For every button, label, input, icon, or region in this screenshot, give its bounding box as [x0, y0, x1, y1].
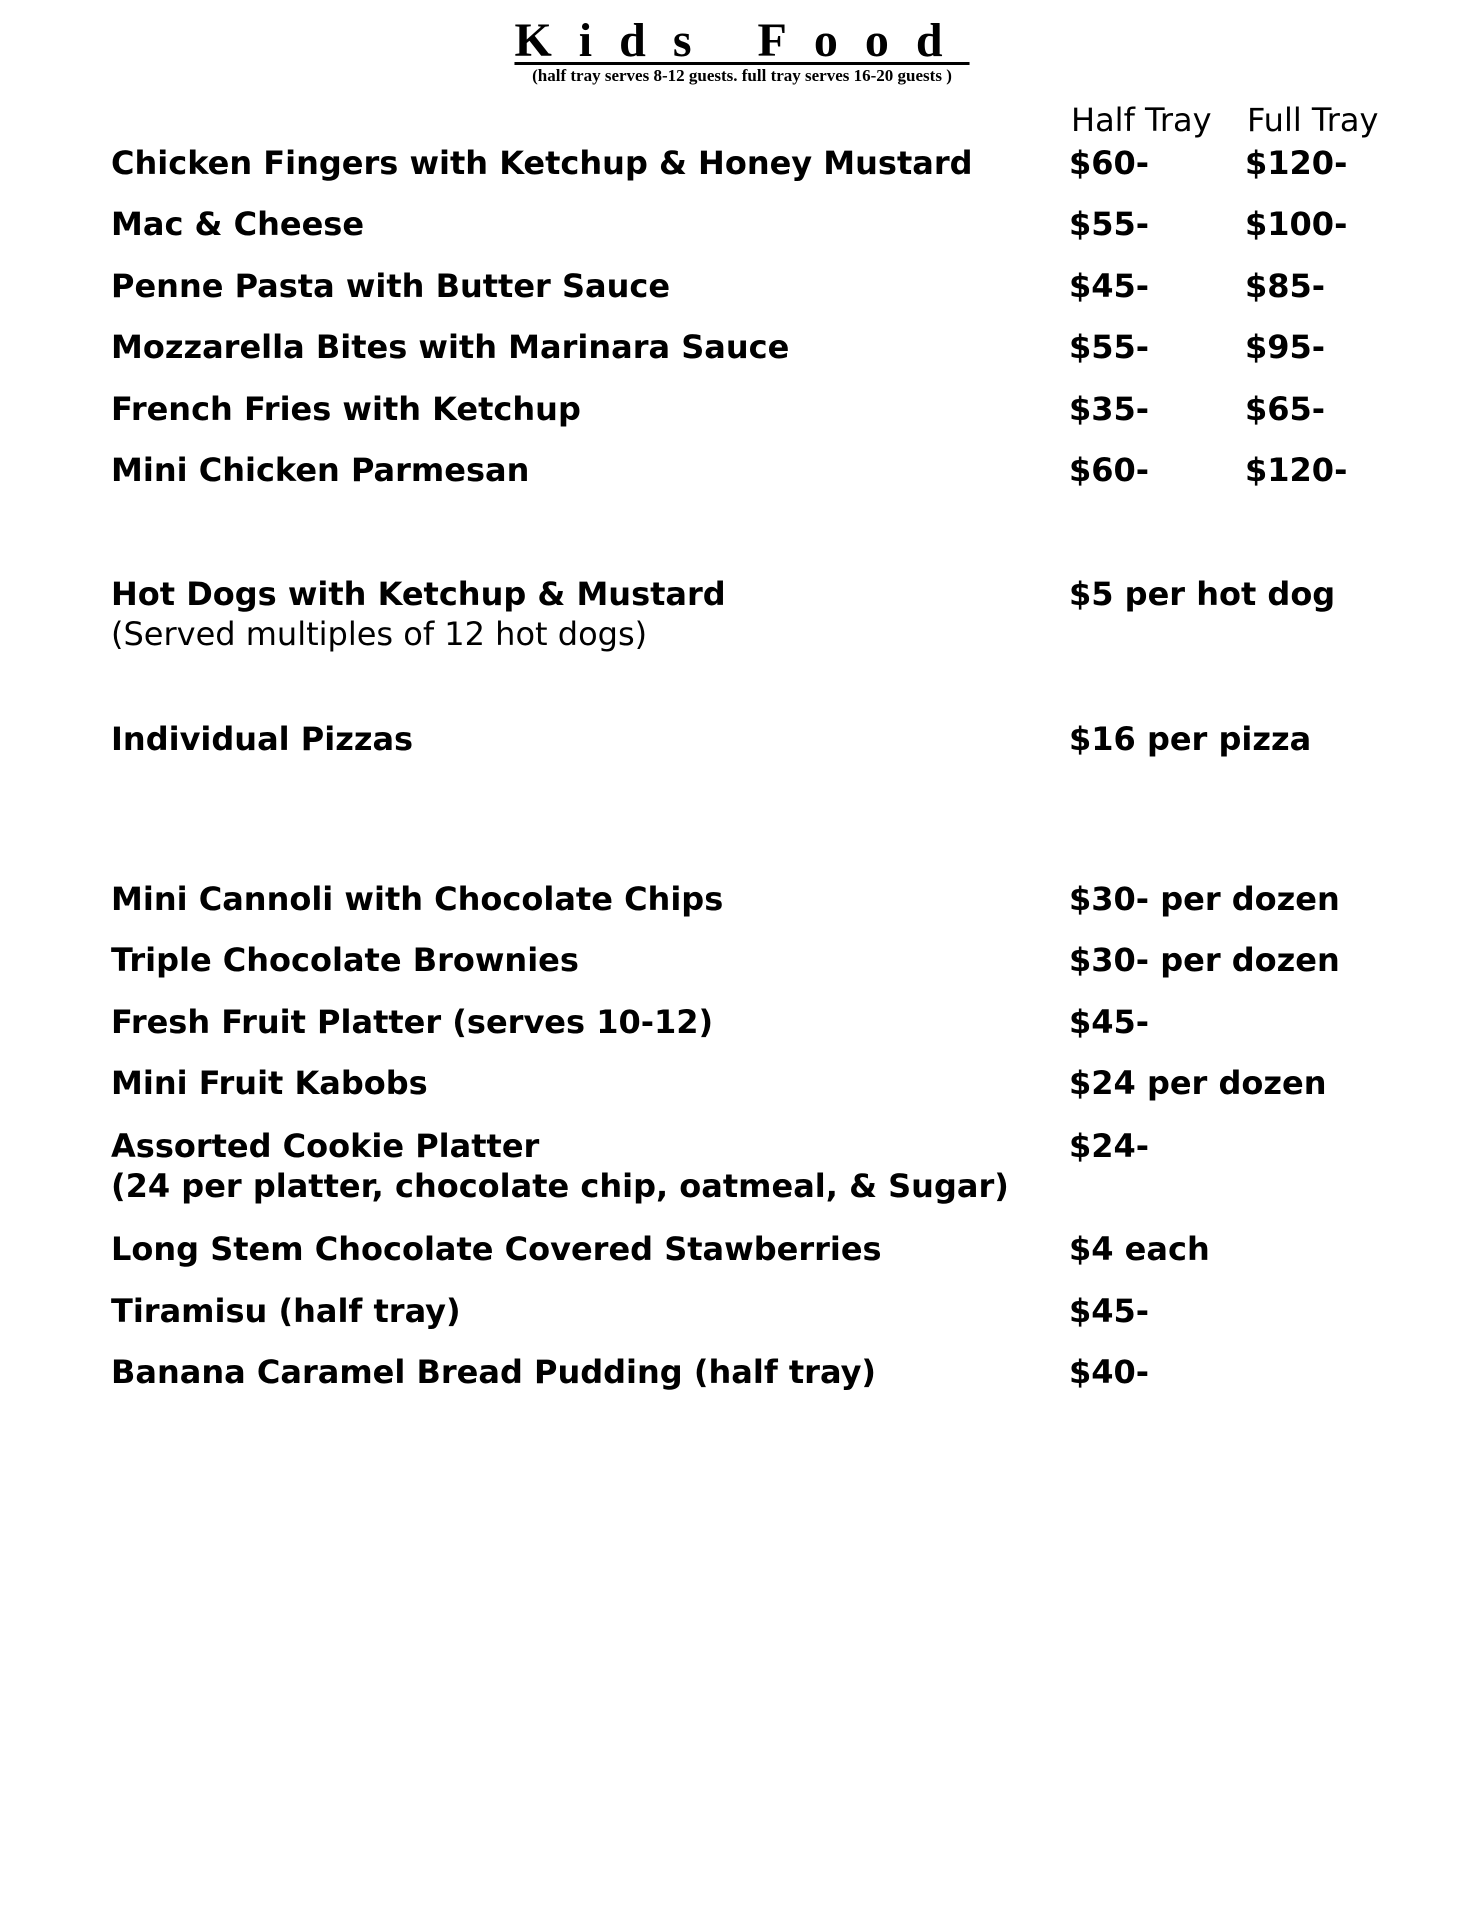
column-header-half-tray: Half Tray — [1071, 101, 1212, 139]
item-name: Chicken Fingers with Ketchup & Honey Mustard — [111, 144, 973, 182]
item-name: Penne Pasta with Butter Sauce — [111, 267, 671, 305]
item-name: Triple Chocolate Brownies — [111, 941, 579, 979]
item-note: (Served multiples of 12 hot dogs) — [111, 615, 648, 653]
item-price: $30- per dozen — [1069, 941, 1340, 979]
half-tray-price: $55- — [1069, 328, 1150, 366]
full-tray-price: $100- — [1245, 205, 1348, 243]
item-name: Hot Dogs with Ketchup & Mustard — [111, 575, 726, 613]
half-tray-price: $55- — [1069, 205, 1150, 243]
item-price: $4 each — [1069, 1230, 1210, 1268]
item-price: $5 per hot dog — [1069, 575, 1336, 613]
item-name: Mac & Cheese — [111, 205, 365, 243]
half-tray-price: $60- — [1069, 144, 1150, 182]
item-price: $16 per pizza — [1069, 720, 1312, 758]
full-tray-price: $120- — [1245, 144, 1348, 182]
column-header-full-tray: Full Tray — [1247, 101, 1379, 139]
item-note: (24 per platter, chocolate chip, oatmeal, & Sugar) — [111, 1167, 1009, 1205]
item-price: $30- per dozen — [1069, 880, 1340, 918]
item-price: $24 per dozen — [1069, 1064, 1327, 1102]
half-tray-price: $60- — [1069, 451, 1150, 489]
item-price: $40- — [1069, 1353, 1150, 1391]
item-price: $24- — [1069, 1127, 1150, 1165]
full-tray-price: $120- — [1245, 451, 1348, 489]
item-price: $45- — [1069, 1292, 1150, 1330]
item-name: Assorted Cookie Platter — [111, 1127, 540, 1165]
full-tray-price: $65- — [1245, 390, 1326, 428]
full-tray-price: $85- — [1245, 267, 1326, 305]
item-name: Long Stem Chocolate Covered Stawberries — [111, 1230, 882, 1268]
item-name: Mini Cannoli with Chocolate Chips — [111, 880, 724, 918]
page-title: Kids Food — [514, 14, 970, 67]
full-tray-price: $95- — [1245, 328, 1326, 366]
item-name: Fresh Fruit Platter (serves 10-12) — [111, 1003, 714, 1041]
half-tray-price: $45- — [1069, 267, 1150, 305]
item-name: Banana Caramel Bread Pudding (half tray) — [111, 1353, 877, 1391]
item-name: Mozzarella Bites with Marinara Sauce — [111, 328, 790, 366]
half-tray-price: $35- — [1069, 390, 1150, 428]
item-name: French Fries with Ketchup — [111, 390, 581, 428]
serving-note: (half tray serves 8-12 guests. full tray serves 16-20 guests ) — [532, 66, 952, 85]
item-name: Tiramisu (half tray) — [111, 1292, 461, 1330]
item-name: Mini Fruit Kabobs — [111, 1064, 428, 1102]
item-name: Individual Pizzas — [111, 720, 414, 758]
item-name: Mini Chicken Parmesan — [111, 451, 530, 489]
item-price: $45- — [1069, 1003, 1150, 1041]
